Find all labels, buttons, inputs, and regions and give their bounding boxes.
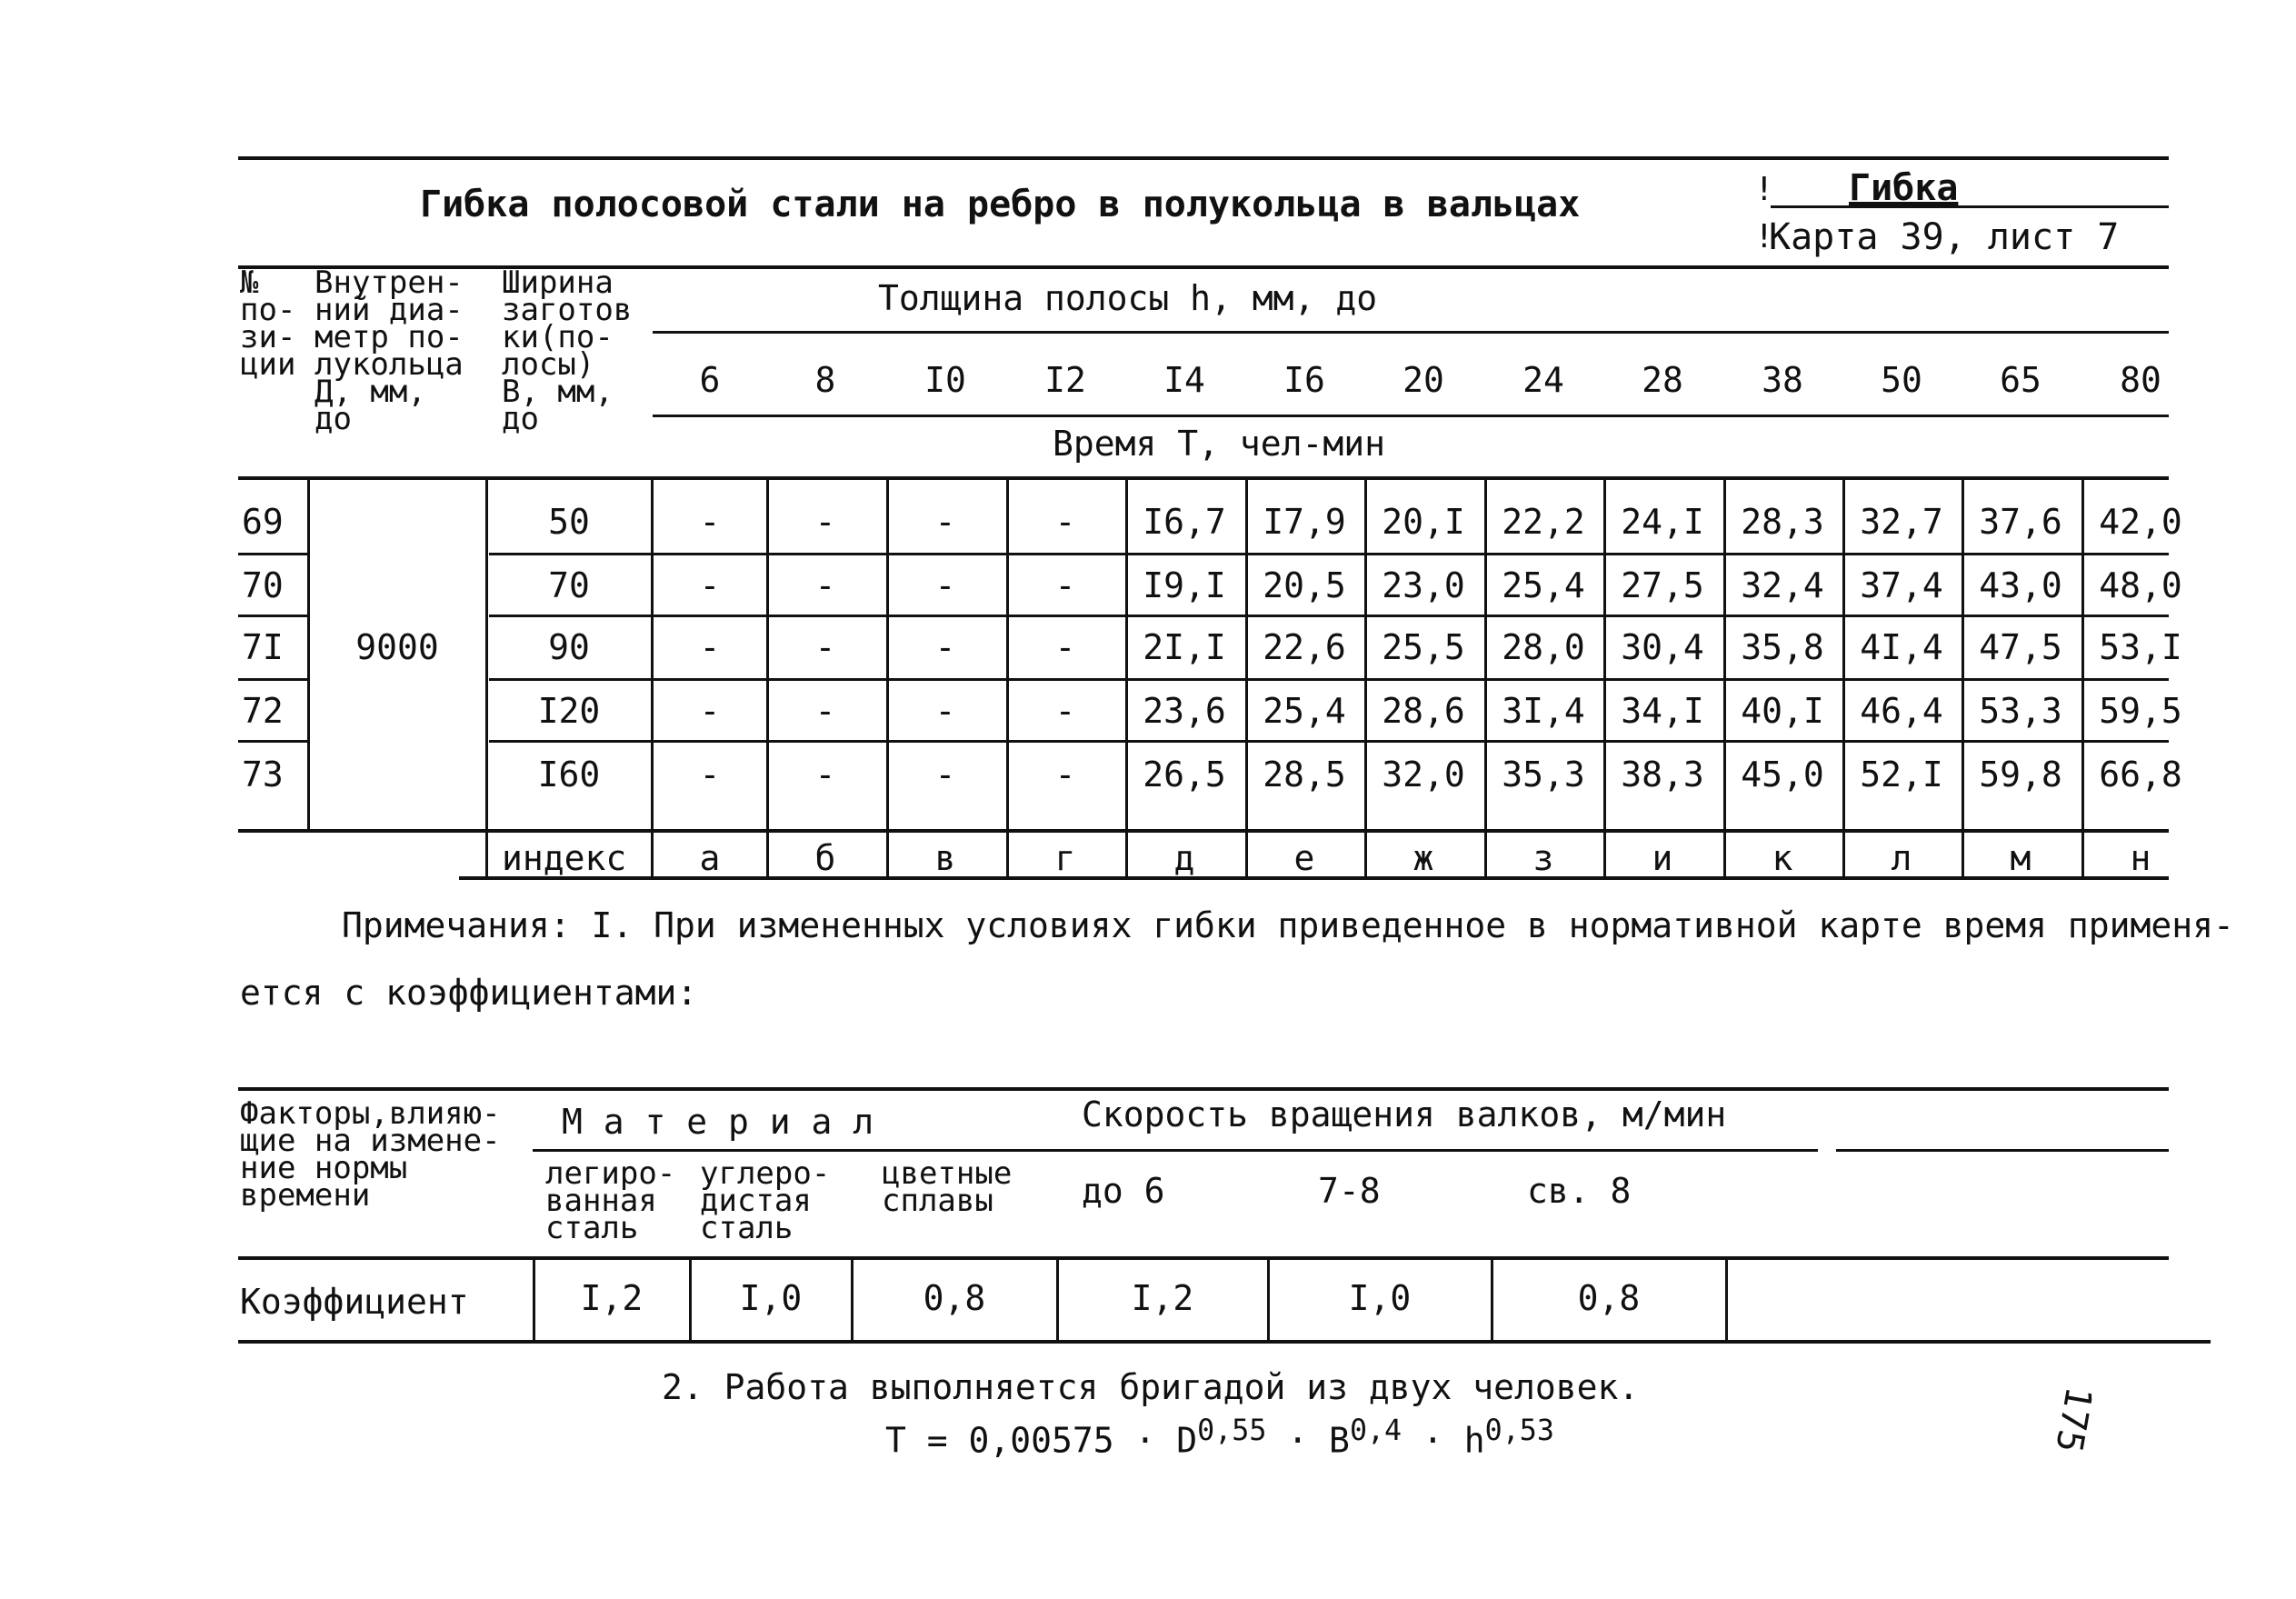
table-cell: 35,3 [1502,755,1585,795]
table-cell: 20,5 [1263,565,1346,605]
row-width: I20 [537,691,601,731]
row-sep [238,678,307,681]
table-cell: 37,6 [1979,502,2062,542]
index-letter: б [814,838,836,878]
factors-mid-rule-left [533,1149,1060,1152]
table-cell: 53,3 [1979,691,2062,731]
table-cell: - [814,691,836,731]
table-cell: 35,8 [1741,627,1824,667]
note-1-line-1: Примечания: I. При измененных условиях гибки приведенное в нормативной карте время применя- [342,905,2234,945]
row-width: 70 [548,565,590,605]
table-cell: 23,6 [1143,691,1226,731]
table-cell: 23,0 [1382,565,1465,605]
table-cell: - [934,565,956,605]
table-cell: 47,5 [1979,627,2062,667]
factors-bottom-rule [238,1340,2211,1344]
material-carbon-steel: углеро- дистая сталь [700,1155,831,1246]
row-sep [238,553,307,555]
coef-value: I,0 [739,1278,803,1318]
table-cell: 2I,I [1143,627,1226,667]
table-cell: - [1054,502,1076,542]
table-cell: - [934,691,956,731]
index-letter: д [1173,838,1195,878]
row-width: 90 [548,627,590,667]
table-cell: - [1054,627,1076,667]
index-letter: м [2010,838,2031,878]
section-underline [1771,205,2169,208]
table-cell: 22,6 [1263,627,1346,667]
table-cell: 32,4 [1741,565,1824,605]
row-sep [489,740,2169,743]
table-cell: 27,5 [1621,565,1704,605]
header-width: Ширина заготов ки(по- лосы) В, мм, до [502,265,633,437]
formula-exp-d: 0,55 [1197,1414,1267,1447]
table-cell: 4I,4 [1860,627,1943,667]
page-number: 175 [2047,1384,2100,1456]
table-cell: 20,I [1382,502,1465,542]
index-label: индекс [502,838,627,878]
table-cell: - [699,627,721,667]
thickness-header-cell: I2 [1044,360,1086,400]
body-bottom-rule [238,829,2169,833]
table-cell: - [934,627,956,667]
thickness-header-cell: I4 [1163,360,1205,400]
section-label: Гибка [1849,167,1959,209]
factors-header-bottom [238,1256,2169,1260]
factors-mid-rule-speed [1060,1149,1818,1152]
factors-row-label: Факторы,влияю- щие на измене- ние нормы времени [240,1095,501,1214]
table-cell: - [814,627,836,667]
table-cell: 46,4 [1860,691,1943,731]
formula-b: · B [1266,1420,1350,1461]
table-cell: I6,7 [1143,502,1226,542]
thickness-header-cell: I6 [1283,360,1325,400]
table-cell: I7,9 [1263,502,1346,542]
note-1-line-2: ется с коэффициентами: [240,973,698,1013]
index-letter: г [1054,838,1076,878]
table-cell: - [1054,755,1076,795]
table-cell: - [934,755,956,795]
formula-lead: Т = 0,00575 · D [885,1420,1198,1461]
table-cell: 28,5 [1263,755,1346,795]
table-cell: 43,0 [1979,565,2062,605]
note-2: 2. Работа выполняется бригадой из двух человек. [662,1367,1640,1407]
header-position: № по- зи- ции [240,265,296,383]
table-cell: 38,3 [1621,755,1704,795]
speed-label: Скорость вращения валков, м/мин [1082,1094,1727,1134]
table-cell: 25,4 [1502,565,1585,605]
index-letter: н [2130,838,2151,878]
table-cell: - [1054,691,1076,731]
thickness-header-cell: 80 [2120,360,2161,400]
speed-7-8: 7-8 [1318,1171,1381,1211]
table-cell: - [699,691,721,731]
index-letter: а [699,838,721,878]
speed-over-8: св. 8 [1527,1171,1632,1211]
coef-value: I,2 [580,1278,644,1318]
factors-mid-rule-right [1836,1149,2169,1152]
material-alloy-steel: легиро- ванная сталь [545,1155,676,1246]
header-diameter: Внутрен- ний диа- метр по- лукольца Д, мм, до [314,265,464,437]
table-cell: 32,7 [1860,502,1943,542]
table-cell: 28,0 [1502,627,1585,667]
table-cell: 26,5 [1143,755,1226,795]
section-sep: ! [1754,171,1774,208]
factors-top-rule [238,1087,2169,1091]
coef-label: Коэффициент [240,1282,469,1322]
row-width: 50 [548,502,590,542]
thickness-header-cell: 20 [1403,360,1444,400]
thickness-header-cell: 38 [1762,360,1803,400]
row-position: 69 [242,502,284,542]
formula [885,1414,1554,1461]
thickness-header-cell: 65 [2000,360,2041,400]
index-letter: л [1891,838,1912,878]
card-sep: ! [1754,218,1774,255]
table-cell: 30,4 [1621,627,1704,667]
row-sep [489,678,2169,681]
table-cell: 3I,4 [1502,691,1585,731]
index-letter: ж [1413,838,1434,878]
table-cell: 40,I [1741,691,1824,731]
table-cell: - [699,565,721,605]
table-cell: 25,5 [1382,627,1465,667]
formula-exp-h: 0,53 [1484,1414,1554,1447]
formula-exp-b: 0,4 [1349,1414,1403,1447]
row-position: 7I [242,627,284,667]
table-cell: - [699,755,721,795]
coef-value: 0,8 [1577,1278,1641,1318]
diameter-value: 9000 [355,627,439,667]
table-cell: 66,8 [2099,755,2182,795]
table-cell: - [1054,565,1076,605]
coef-value: I,0 [1348,1278,1412,1318]
table-cell: 28,6 [1382,691,1465,731]
material-label: М а т е р и а л [562,1102,874,1142]
index-letter: е [1293,838,1315,878]
table-cell: 25,4 [1263,691,1346,731]
table-cell: - [699,502,721,542]
thickness-header-cell: 50 [1881,360,1922,400]
speed-up-to-6: до 6 [1082,1171,1165,1211]
card-label: Карта 39, лист 7 [1769,216,2120,258]
row-width: I60 [537,755,601,795]
body-top-rule [238,476,2169,480]
row-sep [489,615,2169,617]
table-cell: 48,0 [2099,565,2182,605]
table-cell: 37,4 [1860,565,1943,605]
thickness-header-cell: I0 [924,360,966,400]
table-cell: - [814,755,836,795]
table-cell: 28,3 [1741,502,1824,542]
table-cell: - [934,502,956,542]
table-cell: 59,5 [2099,691,2182,731]
row-position: 73 [242,755,284,795]
row-sep [238,615,307,617]
row-position: 70 [242,565,284,605]
table-cell: 45,0 [1741,755,1824,795]
table-cell: - [814,502,836,542]
table-cell: 59,8 [1979,755,2062,795]
table-cell: 32,0 [1382,755,1465,795]
index-letter: и [1652,838,1673,878]
table-cell: 34,I [1621,691,1704,731]
thickness-header-cell: 24 [1522,360,1564,400]
table-cell: 22,2 [1502,502,1585,542]
table-cell: 24,I [1621,502,1704,542]
table-cell: I9,I [1143,565,1226,605]
factors-divider [1725,1258,1728,1340]
table-cell: 53,I [2099,627,2182,667]
time-rule [653,415,2169,417]
coef-value: I,2 [1131,1278,1194,1318]
top-rule [238,156,2169,160]
material-nonferrous: цветные сплавы [882,1155,1013,1219]
thickness-header-cell: 28 [1642,360,1683,400]
table-cell: 42,0 [2099,502,2182,542]
page-title: Гибка полосовой стали на ребро в полукольца в вальцах [420,184,1581,225]
row-sep [238,740,307,743]
thickness-header-cell: 8 [814,360,836,400]
formula-h: · h [1402,1420,1485,1461]
table-cell: - [814,565,836,605]
index-letter: к [1772,838,1793,878]
row-position: 72 [242,691,284,731]
index-letter: в [934,838,956,878]
coef-value: 0,8 [923,1278,986,1318]
table-cell: 52,I [1860,755,1943,795]
thickness-rule [653,331,2169,334]
row-sep [489,553,2169,555]
header-thickness-label: Толщина полосы h, мм, до [878,278,1378,318]
thickness-header-cell: 6 [699,360,721,400]
header-time-label: Время Т, чел-мин [1053,424,1386,464]
index-letter: з [1532,838,1554,878]
